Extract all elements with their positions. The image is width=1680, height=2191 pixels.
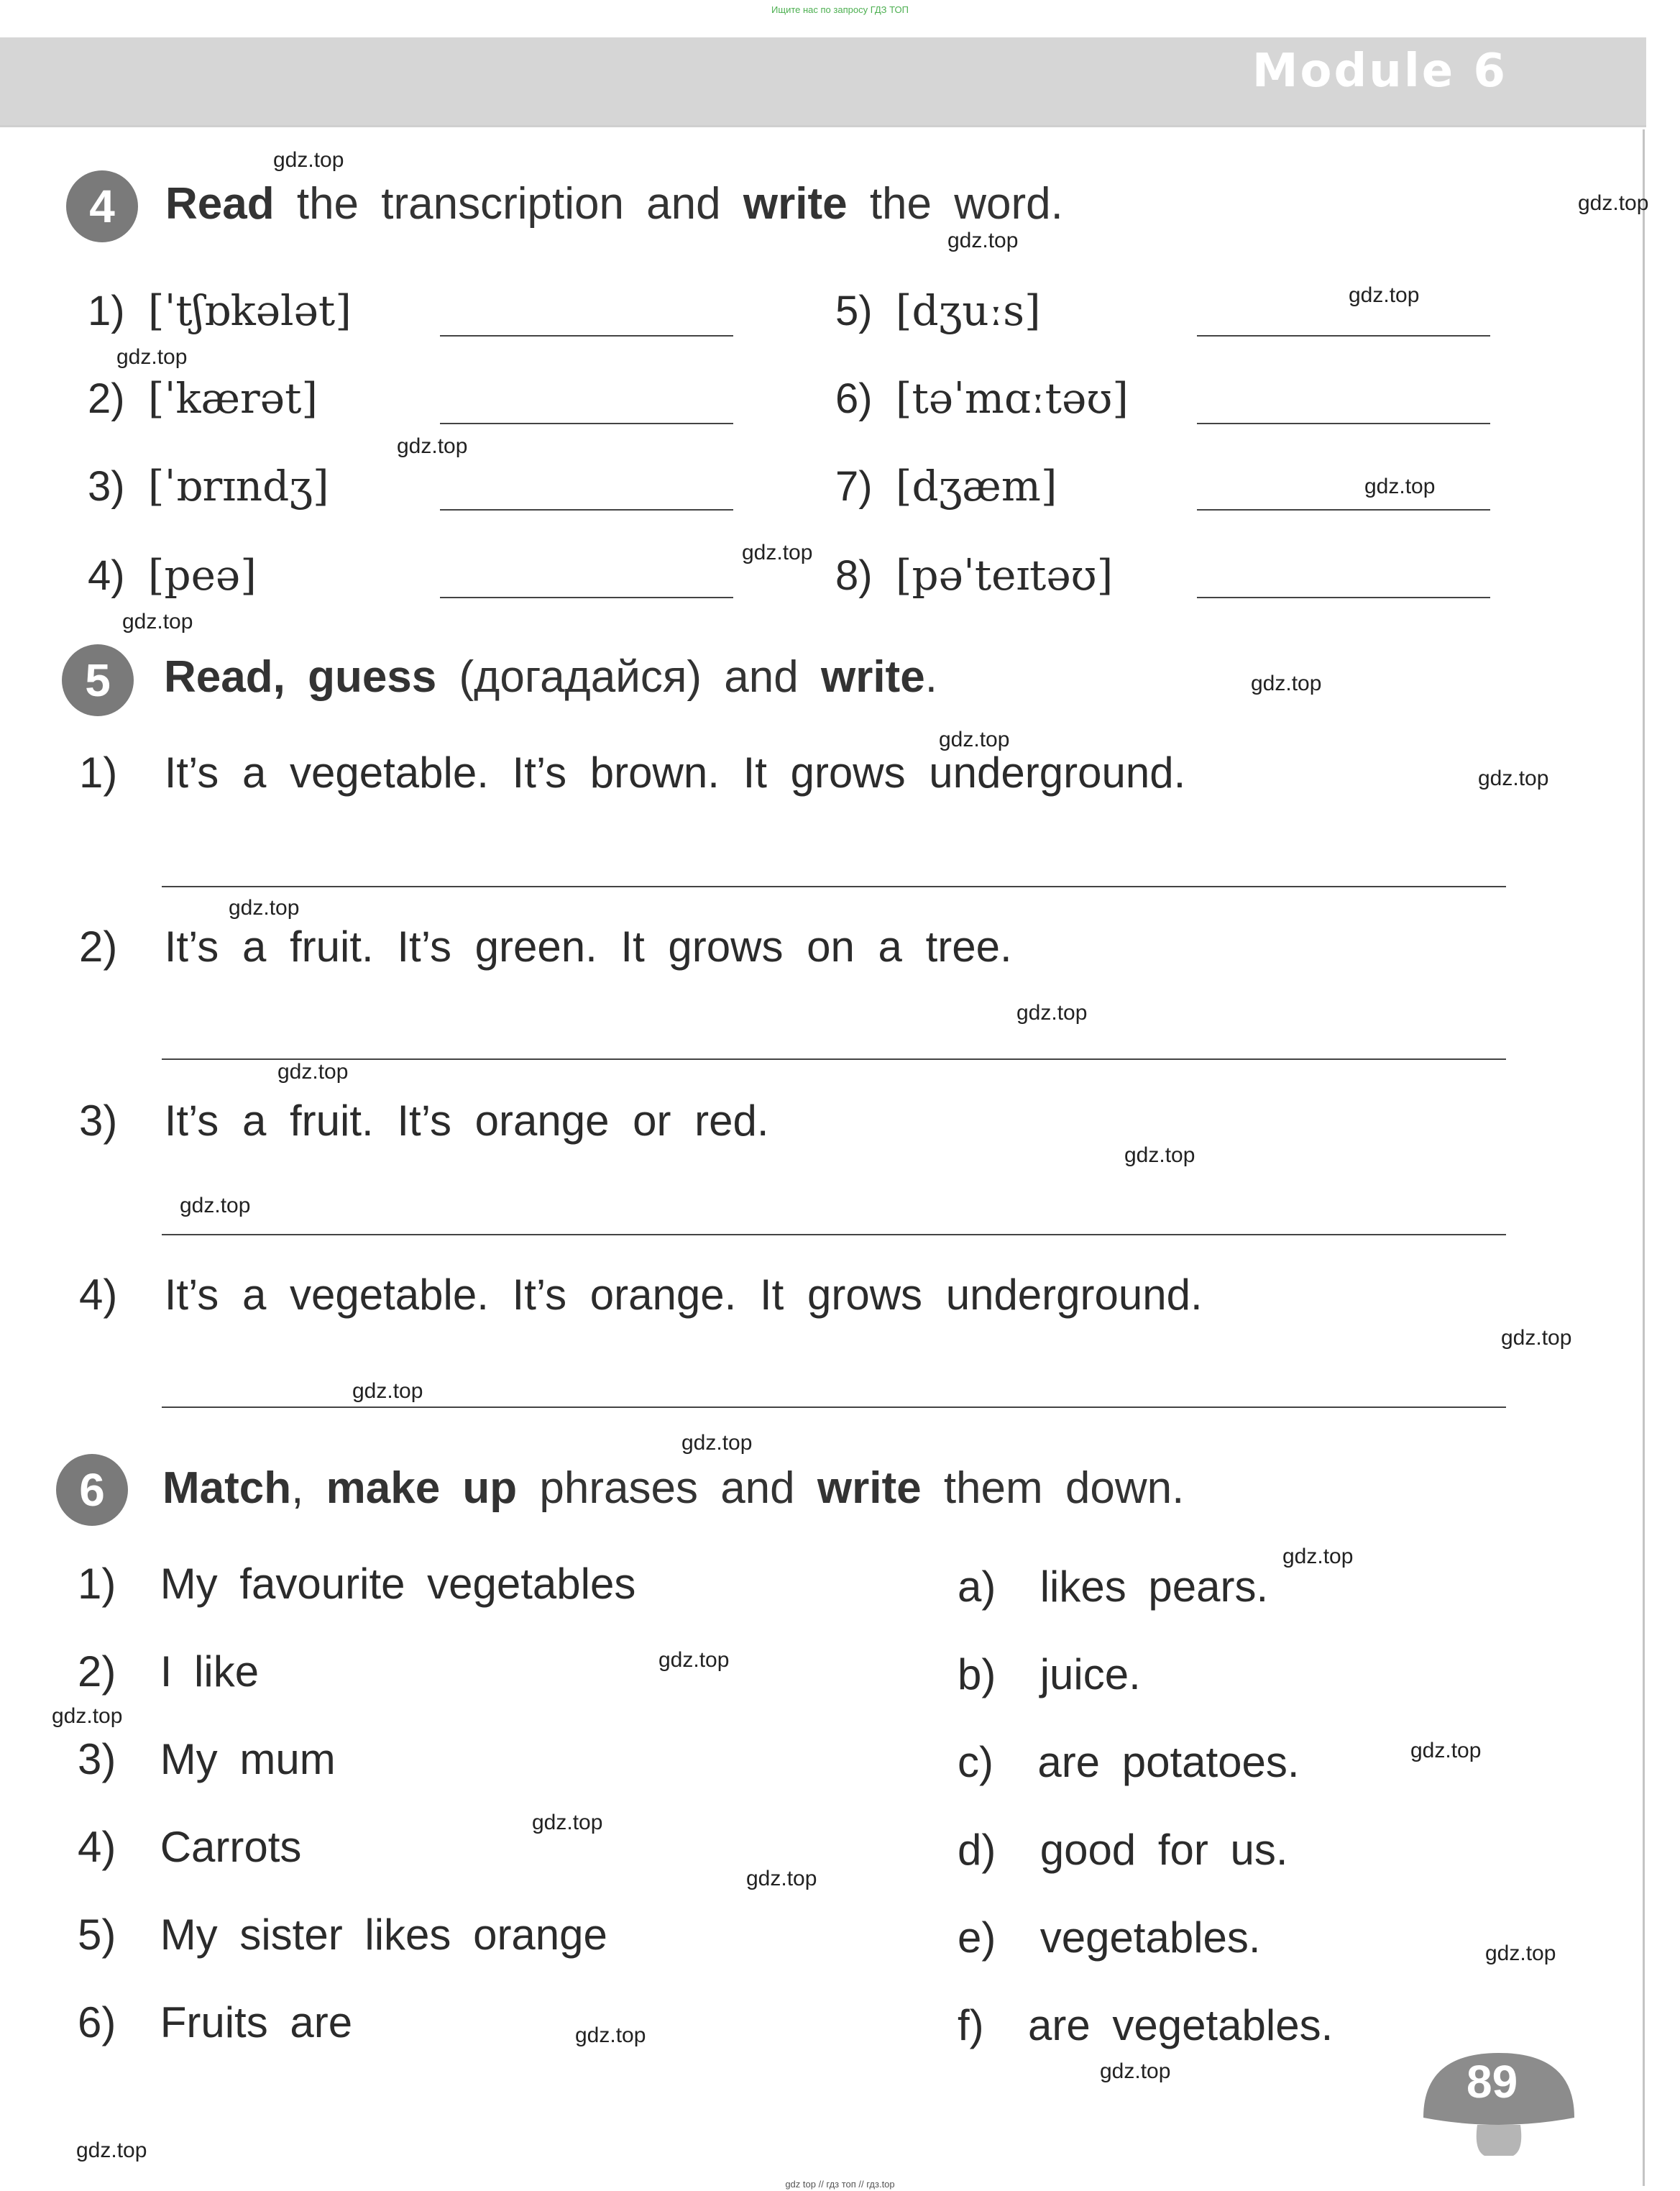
ex4-answer-line-2[interactable] [440, 423, 733, 424]
watermark: gdz.top [746, 1867, 817, 1890]
watermark: gdz.top [1410, 1739, 1482, 1762]
module-title: Module 6 [1252, 45, 1507, 98]
watermark: gdz.top [180, 1194, 251, 1217]
page-number: 89 [1466, 2056, 1518, 2108]
watermark: gdz.top [742, 541, 813, 564]
ex4-item-1: 1) [ˈtʃɒkələt] [88, 286, 352, 335]
ex6-right-a: a) likes pears. [958, 1563, 1269, 1611]
watermark: gdz.top [681, 1431, 753, 1455]
ex4-item-6: 6) [təˈmɑːtəʊ] [835, 374, 1129, 423]
bottom-banner: gdz top // гдз топ // гдз.top [785, 2179, 895, 2190]
watermark: gdz.top [575, 2023, 646, 2047]
ex4-item-3: 3) [ˈɒrɪndʒ] [88, 462, 329, 511]
watermark: gdz.top [1501, 1326, 1572, 1350]
ex4-item-2: 2) [ˈkærət] [88, 374, 318, 423]
watermark: gdz.top [1251, 672, 1322, 695]
watermark: gdz.top [1478, 767, 1549, 790]
watermark: gdz.top [229, 896, 300, 920]
watermark: gdz.top [939, 728, 1010, 751]
ex6-right-c: c) are potatoes. [958, 1738, 1300, 1786]
ex5-clue-4: 4) It’s a vegetable. It’s orange. It grows underground. [79, 1271, 1203, 1319]
ex5-answer-line-4[interactable] [162, 1406, 1506, 1408]
ex5-clue-1: 1) It’s a vegetable. It’s brown. It grows underground. [79, 749, 1186, 797]
exercise-5-number: 5 [62, 644, 134, 716]
watermark: gdz.top [1485, 1941, 1556, 1965]
ex4-answer-line-4[interactable] [440, 597, 733, 598]
ex6-left-2: 2) I like [78, 1647, 260, 1696]
ex4-answer-line-7[interactable] [1197, 509, 1490, 511]
watermark: gdz.top [1282, 1545, 1354, 1568]
ex4-answer-line-6[interactable] [1197, 423, 1490, 424]
ex5-answer-line-2[interactable] [162, 1058, 1506, 1060]
exercise-6-number: 6 [56, 1454, 128, 1526]
ex6-right-e: e) vegetables. [958, 1913, 1261, 1962]
exercise-5-instruction: Read, guess (догадайся) and write. [164, 652, 937, 702]
ex4-answer-line-8[interactable] [1197, 597, 1490, 598]
ex4-answer-line-1[interactable] [440, 335, 733, 337]
ex4-item-5: 5) [dʒuːs] [835, 286, 1041, 335]
ex6-left-5: 5) My sister likes orange [78, 1911, 607, 1959]
ex4-item-7: 7) [dʒæm] [835, 462, 1057, 511]
watermark: gdz.top [658, 1648, 730, 1672]
watermark: gdz.top [1124, 1143, 1195, 1167]
ex4-answer-line-3[interactable] [440, 509, 733, 511]
exercise-4-instruction: Read the transcription and write the word. [165, 179, 1063, 229]
ex6-left-1: 1) My favourite vegetables [78, 1560, 636, 1608]
watermark: gdz.top [122, 610, 193, 633]
ex4-answer-line-5[interactable] [1197, 335, 1490, 337]
watermark: gdz.top [532, 1811, 603, 1834]
watermark: gdz.top [277, 1060, 349, 1084]
watermark: gdz.top [1016, 1001, 1088, 1025]
watermark: gdz.top [273, 148, 344, 172]
watermark: gdz.top [1349, 283, 1420, 307]
ex6-right-b: b) juice. [958, 1650, 1141, 1698]
ex6-left-6: 6) Fruits are [78, 1998, 353, 2046]
top-banner: Ищите нас по запросу ГДЗ ТОП [771, 4, 909, 15]
ex5-clue-3: 3) It’s a fruit. It’s orange or red. [79, 1097, 769, 1145]
ex4-item-4: 4) [peə] [88, 551, 257, 600]
watermark: gdz.top [52, 1704, 123, 1728]
exercise-6-instruction: Match, make up phrases and write them down. [162, 1463, 1185, 1513]
watermark: gdz.top [1364, 475, 1436, 498]
watermark: gdz.top [947, 229, 1019, 252]
ex6-left-3: 3) My mum [78, 1735, 336, 1783]
ex5-answer-line-3[interactable] [162, 1234, 1506, 1235]
exercise-4-number: 4 [66, 170, 138, 242]
ex6-left-4: 4) Carrots [78, 1823, 302, 1871]
ex6-right-d: d) good for us. [958, 1826, 1288, 1874]
watermark: gdz.top [76, 2139, 147, 2162]
ex4-item-8: 8) [pəˈteɪtəʊ] [835, 551, 1114, 600]
watermark: gdz.top [1100, 2059, 1171, 2083]
ex5-clue-2: 2) It’s a fruit. It’s green. It grows on a tree. [79, 923, 1012, 971]
watermark: gdz.top [397, 434, 468, 458]
ex6-right-f: f) are vegetables. [958, 2001, 1334, 2049]
page-edge [1643, 129, 1645, 2186]
watermark: gdz.top [116, 345, 188, 369]
watermark: gdz.top [352, 1379, 423, 1403]
ex5-answer-line-1[interactable] [162, 886, 1506, 887]
watermark: gdz.top [1578, 191, 1649, 215]
